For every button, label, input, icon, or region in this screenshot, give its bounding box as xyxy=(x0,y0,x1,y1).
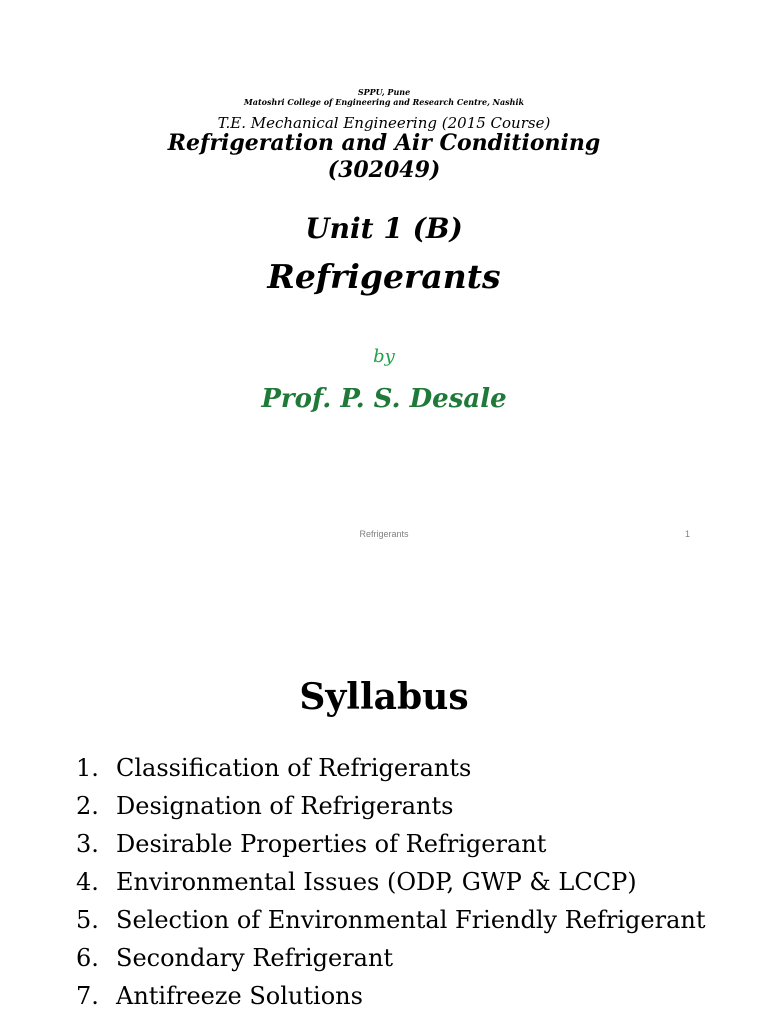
list-item xyxy=(76,942,716,974)
list-item-text: Selection of Environmental Friendly Refrigerant xyxy=(116,906,706,934)
list-item xyxy=(76,790,716,822)
syllabus-list xyxy=(76,752,716,1018)
list-item-text: Antifreeze Solutions xyxy=(116,982,363,1010)
subject-title: Refrigeration and Air Conditioning xyxy=(167,130,601,156)
list-item-number: 3. xyxy=(76,830,99,858)
list-item-number: 5. xyxy=(76,906,99,934)
list-item xyxy=(76,980,716,1012)
list-item-number: 1. xyxy=(76,754,99,782)
university-name: SPPU, Pune xyxy=(357,87,411,97)
list-item xyxy=(76,752,716,784)
by-label: by xyxy=(373,346,395,367)
list-item xyxy=(76,904,716,936)
list-item-text: Secondary Refrigerant xyxy=(116,944,394,972)
list-item-text: Desirable Properties of Refrigerant xyxy=(116,830,547,858)
list-item-number: 6. xyxy=(76,944,99,972)
author-name: Prof. P. S. Desale xyxy=(261,384,507,414)
slide-footer: Refrigerants xyxy=(359,529,409,539)
list-item-text: Environmental Issues (ODP, GWP & LCCP) xyxy=(116,868,637,896)
syllabus-title: Syllabus xyxy=(299,676,469,718)
subject-code: (302049) xyxy=(327,157,441,183)
list-item-text: Classification of Refrigerants xyxy=(116,754,472,782)
syllabus-slide xyxy=(0,608,768,1024)
unit-heading: Unit 1 (B) xyxy=(305,212,463,245)
list-item xyxy=(76,866,716,898)
list-item-number: 4. xyxy=(76,868,99,896)
course-name: T.E. Mechanical Engineering (2015 Course) xyxy=(217,114,551,132)
list-item-number: 2. xyxy=(76,792,99,820)
college-name: Matoshri College of Engineering and Research Centre, Nashik xyxy=(243,97,525,107)
slide-page-number: 1 xyxy=(684,529,690,539)
list-item xyxy=(76,828,716,860)
list-item-text: Designation of Refrigerants xyxy=(116,792,454,820)
list-item-number: 7. xyxy=(76,982,99,1010)
topic-title: Refrigerants xyxy=(267,257,501,296)
